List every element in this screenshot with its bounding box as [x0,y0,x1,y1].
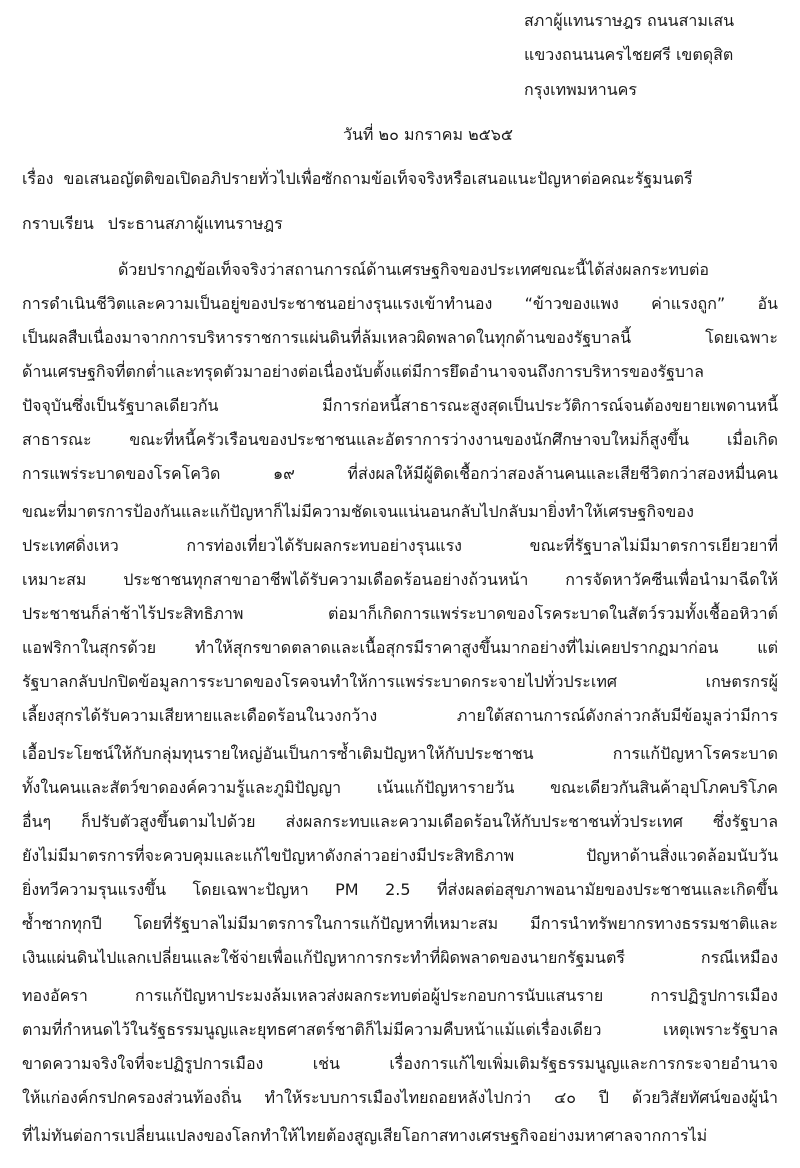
body-line: ยังไม่มีมาตรการที่จะควบคุมและแก้ไขปัญหาดังกล่าวอย่างมีประสิทธิภาพ ปัญหาด้านสิ่งแวดล้อมนับวัน [22,846,778,865]
body-line: เป็นผลสืบเนื่องมาจากการบริหารราชการแผ่นดินที่ล้มเหลวผิดพลาดในทุกด้านของรัฐบาลนี้ โดยเฉพาะ [22,328,778,347]
body-line: ขาดความจริงใจที่จะปฏิรูปการเมือง เช่น เรื่องการแก้ไขเพิ่มเติมรัฐธรรมนูญและการกระจายอำนาจ [22,1054,778,1073]
body-line: ที่ไม่ทันต่อการเปลี่ยนแปลงของโลกทำให้ไทยต้องสูญเสียโอกาสทางเศรษฐกิจอย่างมหาศาลจากการไม่ [22,1126,708,1145]
body-line: การดำเนินชีวิตและความเป็นอยู่ของประชาชนอย่างรุนแรงเข้าทำนอง “ข้าวของแพง ค่าแรงถูก” อัน [22,294,778,313]
body-line: ด้านเศรษฐกิจที่ตกต่ำและทรุดตัวมาอย่างต่อเนื่องนับตั้งแต่มีการยึดอำนาจจนถึงการบริหารของรัฐบาล [22,362,704,381]
subject-label: เรื่อง [22,169,54,188]
salutation-text: ประธานสภาผู้แทนราษฎร [107,214,283,233]
body-line: ทั้งในคนและสัตว์ขาดองค์ความรู้และภูมิปัญญา เน้นแก้ปัญหารายวัน ขณะเดียวกันสินค้าอุปโภคบริโภค [22,778,778,797]
letter-date: วันที่ ๒๐ มกราคม ๒๕๖๕ [343,125,514,144]
body-line: ประชาชนก็ล่าช้าไร้ประสิทธิภาพ ต่อมาก็เกิดการแพร่ระบาดของโรคระบาดในสัตว์รวมทั้งเชื้ออหิวาต์ [22,604,778,623]
body-line: ให้แก่องค์กรปกครองส่วนท้องถิ่น ทำให้ระบบการเมืองไทยถอยหลังไปกว่า ๔๐ ปี ด้วยวิสัยทัศน์ของผู้นำ [22,1088,778,1107]
body-line: ซ้ำซากทุกปี โดยที่รัฐบาลไม่มีมาตรการในการแก้ปัญหาที่เหมาะสม มีการนำทรัพยากรทางธรรมชาติและ [22,914,778,933]
body-line: เลี้ยงสุกรได้รับความเสียหายและเดือดร้อนในวงกว้าง ภายใต้สถานการณ์ดังกล่าวกลับมีข้อมูลว่ามีการ [22,706,778,725]
body-line: ปัจจุบันซึ่งเป็นรัฐบาลเดียวกัน มีการก่อหนี้สาธารณะสูงสุดเป็นประวัติการณ์จนต้องขยายเพดานหนี้ [22,396,778,415]
body-line: รัฐบาลกลับปกปิดข้อมูลการระบาดของโรคจนทำให้การแพร่ระบาดกระจายไปทั่วประเทศ เกษตรกรผู้ [22,672,778,691]
subject-line [22,168,693,190]
body-line: เงินแผ่นดินไปแลกเปลี่ยนและใช้จ่ายเพื่อแก้ปัญหาการกระทำที่ผิดพลาดของนายกรัฐมนตรี กรณีเหมือง [22,948,778,967]
body-line: เหมาะสม ประชาชนทุกสาขาอาชีพได้รับความเดือดร้อนอย่างถ้วนหน้า การจัดหาวัคซีนเพื่อนำมาฉีดให้ [22,570,778,589]
body-line: แอฟริกาในสุกรด้วย ทำให้สุกรขาดตลาดและเนื้อสุกรมีราคาสูงขึ้นมากอย่างที่ไม่เคยปรากฏมาก่อน แต่ [22,638,778,657]
address-line: แขวงถนนนครไชยศรี เขตดุสิต [524,45,734,64]
body-line: ด้วยปรากฏข้อเท็จจริงว่าสถานการณ์ด้านเศรษฐกิจของประเทศขณะนี้ได้ส่งผลกระทบต่อ [118,260,710,279]
body-line: การแพร่ระบาดของโรคโควิด ๑๙ ที่ส่งผลให้มีผู้ติดเชื้อกว่าสองล้านคนและเสียชีวิตกว่าสองหมื่นคน [22,464,778,483]
body-line: เอื้อประโยชน์ให้กับกลุ่มทุนรายใหญ่อันเป็นการซ้ำเติมปัญหาให้กับประชาชน การแก้ปัญหาโรคระบาด [22,744,778,763]
body-line: ยิ่งทวีความรุนแรงขึ้น โดยเฉพาะปัญหา PM 2.5 ที่ส่งผลต่อสุขภาพอนามัยของประชาชนและเกิดขึ้น [22,880,778,899]
body-line: สาธารณะ ขณะที่หนี้ครัวเรือนของประชาชนและอัตราการว่างงานของนักศึกษาจบใหม่ก็สูงขึ้น เมื่อเกิด [22,430,778,449]
body-line: อื่นๆ ก็ปรับตัวสูงขึ้นตามไปด้วย ส่งผลกระทบและความเดือดร้อนให้กับประชาชนทั่วประเทศ ซึ่งรัฐบาล [22,812,778,831]
subject-text: ขอเสนอญัตติขอเปิดอภิปรายทั่วไปเพื่อซักถามข้อเท็จจริงหรือเสนอแนะปัญหาต่อคณะรัฐมนตรี [63,169,693,188]
salutation-line [22,213,283,235]
body-line: ขณะที่มาตรการป้องกันและแก้ปัญหาก็ไม่มีความชัดเจนแน่นอนกลับไปกลับมายิ่งทำให้เศรษฐกิจของ [22,502,694,521]
address-line: กรุงเทพมหานคร [524,80,637,99]
address-line: สภาผู้แทนราษฎร ถนนสามเสน [524,11,735,30]
body-line: ตามที่กำหนดไว้ในรัฐธรรมนูญและยุทธศาสตร์ชาติก็ไม่มีความคืบหน้าแม้แต่เรื่องเดียว เหตุเพราะรัฐบาล [22,1020,778,1039]
salutation-label: กราบเรียน [22,214,94,233]
body-line: ทองอัครา การแก้ปัญหาประมงล้มเหลวส่งผลกระทบต่อผู้ประกอบการนับแสนราย การปฏิรูปการเมือง [22,986,778,1005]
body-line: ประเทศดิ่งเหว การท่องเที่ยวได้รับผลกระทบอย่างรุนแรง ขณะที่รัฐบาลไม่มีมาตรการเยียวยาที่ [22,536,778,555]
